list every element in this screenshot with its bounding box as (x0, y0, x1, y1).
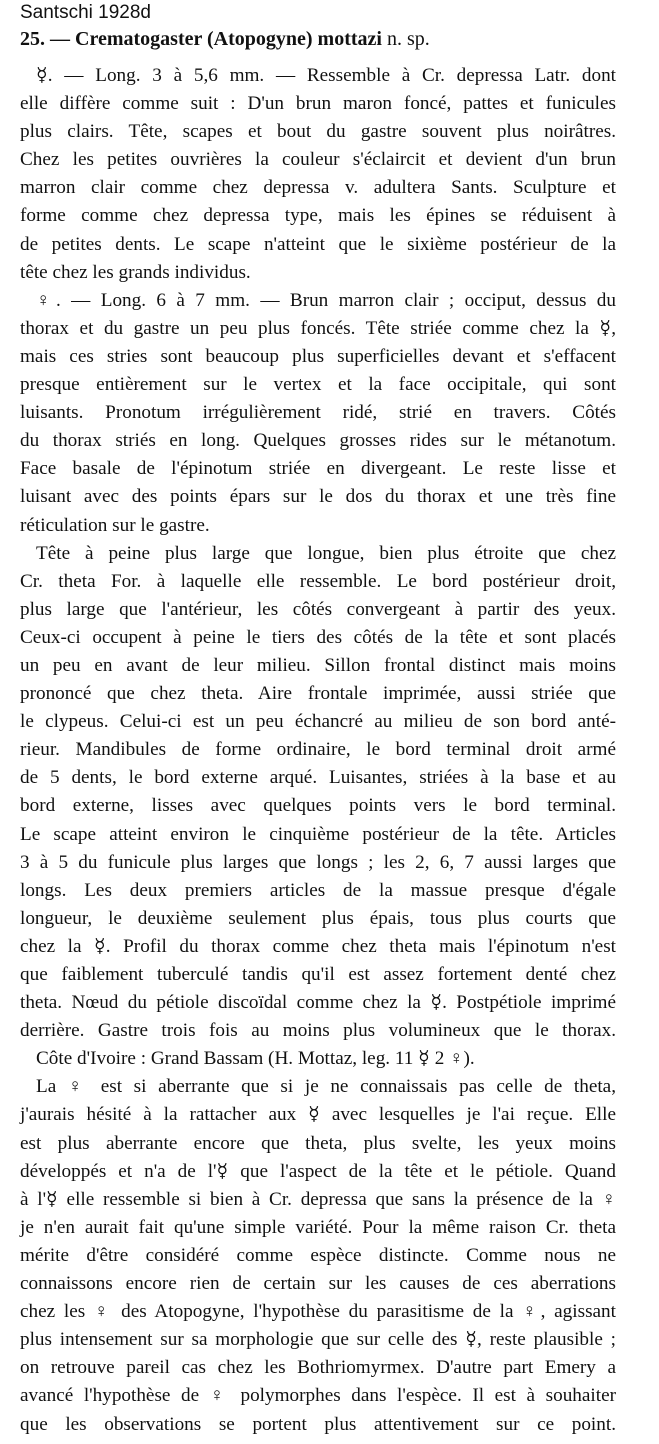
text-line: chez les ♀ des Atopogyne, l'hypothèse du parasitisme de la ♀, agissant (20, 1301, 616, 1323)
text-line: marron clair comme chez depressa v. adultera Sants. Sculpture et (20, 177, 616, 199)
species-number: 25. — (20, 28, 70, 50)
text-line: plus large que l'antérieur, les côtés convergeant à partir des yeux. (20, 598, 616, 620)
text-line: plus clairs. Tête, scapes et bout du gastre souvent plus noirâtres. (20, 121, 616, 143)
text-line: rieur. Mandibules de forme ordinaire, le bord terminal droit armé (20, 739, 616, 761)
text-line: luisants. Pronotum irrégulièrement ridé, strié en travers. Côtés (20, 402, 616, 424)
text-line: connaissons encore rien de certain sur les causes de ces aberrations (20, 1273, 616, 1295)
text-line: à l'☿ elle ressemble si bien à Cr. depressa que sans la présence de la ♀ (20, 1188, 616, 1210)
text-line: mais ces stries sont beaucoup plus superficielles devant et s'effacent (20, 345, 616, 367)
text-line: theta. Nœud du pétiole discoïdal comme chez la ☿. Postpétiole imprimé (20, 992, 616, 1014)
text-line: le clypeus. Celui-ci est un peu échancré au milieu de son bord anté- (20, 711, 616, 733)
text-line: de petites dents. Le scape n'atteint que le sixième postérieur de la (20, 233, 616, 255)
text-line: longs. Les deux premiers articles de la massue presque d'égale (20, 879, 616, 901)
text-line: 3 à 5 du funicule plus larges que longs ; les 2, 6, 7 aussi larges que (20, 851, 616, 873)
species-heading (20, 27, 640, 51)
text-line: tête chez les grands individus. (20, 261, 251, 283)
text-line: est plus aberrante encore que theta, plus svelte, les yeux moins (20, 1132, 616, 1154)
text-line: on retrouve pareil cas chez les Bothriomyrmex. D'autre part Emery a (20, 1357, 616, 1379)
text-line: Cr. theta For. à laquelle elle ressemble. Le bord postérieur droit, (20, 570, 616, 592)
text-line: La ♀ est si aberrante que si je ne connaissais pas celle de theta, (36, 1076, 616, 1098)
text-line: de 5 dents, le bord externe arqué. Luisantes, striées à la base et au (20, 767, 616, 789)
description-body (20, 62, 616, 1439)
text-line: chez la ☿. Profil du thorax comme chez theta mais l'épinotum n'est (20, 935, 616, 957)
text-line: ☿. — Long. 3 à 5,6 mm. — Ressemble à Cr. depressa Latr. dont (36, 65, 616, 86)
text-line: Face basale de l'épinotum striée en divergeant. Le reste lisse et (20, 458, 616, 480)
text-line: Tête à peine plus large que longue, bien plus étroite que chez (36, 542, 616, 564)
text-line: ♀. — Long. 6 à 7 mm. — Brun marron clair ; occiput, dessus du (36, 289, 616, 311)
species-suffix: n. sp. (386, 28, 430, 50)
text-line: Côte d'Ivoire : Grand Bassam (H. Mottaz, leg. 11 ☿ 2 ♀). (36, 1048, 475, 1070)
text-line: plus intensement sur sa morphologie que sur celle des ☿, reste plausible ; (20, 1329, 616, 1351)
text-line: du thorax striés en long. Quelques grosses rides sur le métanotum. (20, 430, 616, 452)
text-line: bord externe, lisses avec quelques points vers le bord terminal. (20, 795, 616, 817)
text-line: prononcé que chez theta. Aire frontale imprimée, aussi striée que (20, 683, 616, 705)
text-line: avancé l'hypothèse de ♀ polymorphes dans l'espèce. Il est à souhaiter (20, 1385, 616, 1407)
text-line: presque entièrement sur le vertex et la face occipitale, qui sont (20, 374, 616, 396)
text-line: un peu en avant de leur milieu. Sillon frontal distinct mais moins (20, 654, 616, 676)
text-line: je n'en aurait fait qu'une simple variété. Pour la même raison Cr. theta (20, 1216, 616, 1238)
text-line: Ceux-ci occupent à peine le tiers des côtés de la tête et sont placés (20, 626, 616, 648)
source-note: Santschi 1928d (20, 2, 151, 23)
text-line: Le scape atteint environ le cinquième postérieur de la tête. Articles (20, 823, 616, 845)
text-line: que faiblement tuberculé tandis qu'il est assez fortement denté chez (20, 964, 616, 985)
text-line: mérite d'être considéré comme espèce distincte. Comme nous ne (20, 1244, 616, 1266)
text-line: que les observations se portent plus attentivement sur ce point. (20, 1413, 616, 1435)
text-line: Chez les petites ouvrières la couleur s'éclaircit et devient d'un brun (20, 149, 616, 171)
text-line: luisant avec des points épars sur le dos du thorax et une très fine (20, 486, 616, 508)
text-line: thorax et du gastre un peu plus foncés. Tête striée comme chez la ☿, (20, 317, 616, 339)
text-line: forme comme chez depressa type, mais les épines se réduisent à (20, 205, 616, 227)
text-line: derrière. Gastre trois fois au moins plus volumineux que le thorax. (20, 1020, 616, 1042)
text-line: longueur, le deuxième seulement plus épais, tous plus courts que (20, 907, 616, 929)
species-name: Crematogaster (Atopogyne) mottazi (75, 28, 382, 50)
text-line: j'aurais hésité à la rattacher aux ☿ avec lesquelles je l'ai reçue. Elle (20, 1104, 616, 1126)
text-line: réticulation sur le gastre. (20, 514, 210, 536)
text-line: elle diffère comme suit : D'un brun maron foncé, pattes et funicules (20, 93, 616, 115)
text-line: développés et n'a de l'☿ que l'aspect de la tête et le pétiole. Quand (20, 1160, 616, 1182)
